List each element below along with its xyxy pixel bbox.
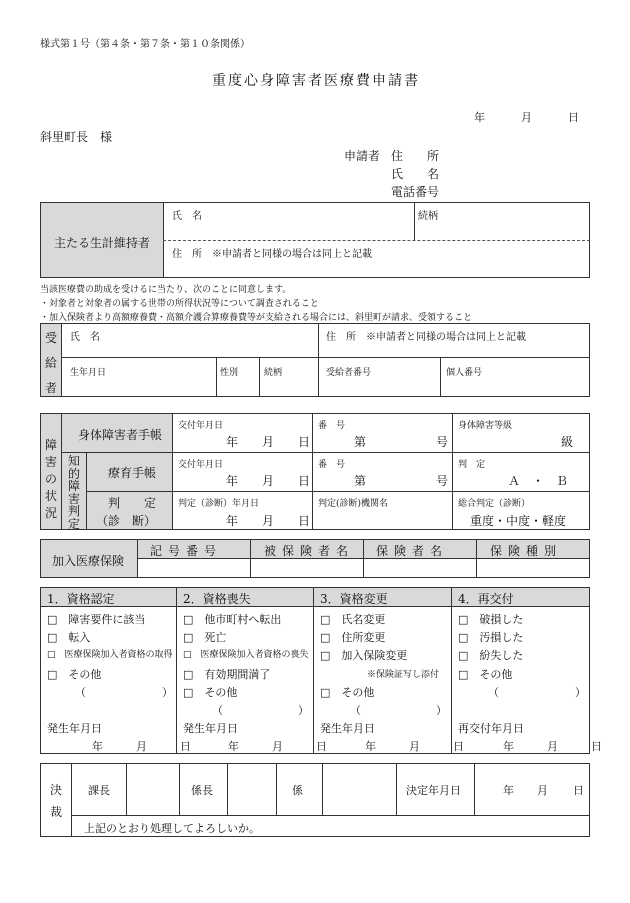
decision-date-label: 決定年月日 xyxy=(406,784,461,797)
ryoiku-book-label: 療育手帳 xyxy=(108,466,157,480)
recipient-relation-label: 続柄 xyxy=(264,368,283,378)
paren-l-c3: （ xyxy=(350,704,361,717)
paren-l-c2: （ xyxy=(212,704,223,717)
date-label-c2: 発生年月日 xyxy=(183,722,238,735)
section1-title: 1．資格認定 xyxy=(47,592,115,606)
kacho-label: 課長 xyxy=(88,784,110,797)
applicant-address: 住 所 xyxy=(391,149,440,163)
consent-item-1: ・対象者と対象者の属する世帯の所得状況等について調査されること xyxy=(40,299,319,309)
checkbox-c2-3[interactable]: □ 医療保険加入者資格の喪失 xyxy=(183,650,309,660)
checkbox-c3-3[interactable]: □ 加入保険変更 xyxy=(320,649,408,662)
checkbox-c2-2[interactable]: □ 死亡 xyxy=(183,631,227,644)
paren-r-c4: ） xyxy=(575,686,586,699)
section4-title: 4．再交付 xyxy=(458,592,514,606)
paren-r-c2: ） xyxy=(298,704,309,717)
dai-2: 第 xyxy=(354,474,367,488)
applicant-phone: 電話番号 xyxy=(391,185,440,199)
number-label-2: 番 号 xyxy=(318,460,346,470)
supporter-address-label: 住 所 ※申請者と同様の場合は同上と記載 xyxy=(172,249,372,260)
approval-vertical: 決 裁 xyxy=(49,783,62,819)
insurance-col-insurer: 保険者名 xyxy=(376,544,449,558)
consent-intro: 当該医療費の助成を受けるに当たり、次のことに同意します。 xyxy=(40,285,292,295)
date-label-c3: 発生年月日 xyxy=(320,722,375,735)
kakaricho-label: 係長 xyxy=(191,784,213,797)
physical-grade-label: 身体障害等級 xyxy=(458,421,513,431)
date-day: 日 xyxy=(568,111,579,124)
judge-date: 年 月 日 xyxy=(226,514,311,528)
checkbox-c3-2[interactable]: □ 住所変更 xyxy=(320,631,386,644)
page-title: 重度心身障害者医療費申請書 xyxy=(212,73,420,89)
checkbox-c1-1[interactable]: □ 障害要件に該当 xyxy=(47,613,146,626)
recipient-vertical: 受 給 者 xyxy=(44,331,57,395)
recipient-number-label: 受給者番号 xyxy=(326,368,372,378)
judge-label: 判 定 xyxy=(108,496,157,510)
checkbox-c1-4[interactable]: □ その他 xyxy=(47,668,102,681)
number-label-1: 番 号 xyxy=(318,421,346,431)
paren-l-c4: （ xyxy=(488,686,499,699)
recipient-sex-label: 性別 xyxy=(220,368,239,378)
checkbox-c4-1[interactable]: □ 破損した xyxy=(458,613,524,626)
checkbox-c4-3[interactable]: □ 紛失した xyxy=(458,649,524,662)
date-label-c4: 再交付年月日 xyxy=(458,722,524,735)
go-2: 号 xyxy=(436,474,449,488)
checkbox-c1-3[interactable]: □ 医療保険加入者資格の取得 xyxy=(47,650,173,660)
paren-r-c3: ） xyxy=(436,704,447,717)
decision-year: 年 xyxy=(503,784,514,797)
recipient-name-label: 氏 名 xyxy=(70,332,100,343)
checkbox-c1-2[interactable]: □ 転入 xyxy=(47,631,91,644)
checkbox-c3-4[interactable]: □ その他 xyxy=(320,686,375,699)
section3-title: 3．資格変更 xyxy=(320,592,388,606)
applicant-label: 申請者 xyxy=(344,149,381,163)
ab-options: Ａ ・ Ｂ xyxy=(508,474,569,488)
form-number: 様式第１号（第４条・第７条・第１０条関係） xyxy=(40,39,250,50)
checkbox-c2-4[interactable]: □ 有効期間満了 xyxy=(183,668,271,681)
judge-org-label: 判定(診断)機関名 xyxy=(318,499,389,509)
addressee: 斜里町長 様 xyxy=(40,130,113,144)
hantei-label: 判 定 xyxy=(458,460,486,470)
section2-title: 2．資格喪失 xyxy=(183,592,251,606)
overall-judge-label: 総合判定（診断） xyxy=(458,499,531,509)
checkbox-c3-1[interactable]: □ 氏名変更 xyxy=(320,613,386,626)
date-label-c1: 発生年月日 xyxy=(47,722,102,735)
issue-date-1: 年 月 日 xyxy=(226,435,311,449)
ymd-c2: 年 月 日 xyxy=(228,740,327,753)
supporter-relation-label: 続柄 xyxy=(418,211,438,222)
recipient-address-label: 住 所 ※申請者と同様の場合は同上と記載 xyxy=(326,332,526,343)
note-c3: ※保険証写し添付 xyxy=(367,670,440,680)
diagnosis-label: （診 断） xyxy=(96,514,157,528)
supporter-header: 主たる生計維持者 xyxy=(54,236,151,250)
applicant-name: 氏 名 xyxy=(391,167,440,181)
dai-1: 第 xyxy=(354,435,367,449)
go-1: 号 xyxy=(436,435,449,449)
judge-date-label: 判定（診断）年月日 xyxy=(178,499,260,509)
checkbox-c4-4[interactable]: □ その他 xyxy=(458,668,513,681)
insurance-col-symbol: 記号番号 xyxy=(150,544,223,558)
insurance-label: 加入医療保険 xyxy=(52,554,125,568)
physical-book-label: 身体障害者手帳 xyxy=(78,428,163,442)
date-year: 年 xyxy=(474,111,485,124)
supporter-name-label: 氏 名 xyxy=(172,211,202,222)
kyu-label: 級 xyxy=(561,435,574,449)
insurance-col-type: 保険種別 xyxy=(490,544,563,558)
consent-item-2: ・加入保険者より高額療養費・高額介護合算療養費等が支給される場合には、斜里町が請求、受領すること xyxy=(40,313,473,323)
kakari-label: 係 xyxy=(292,784,303,797)
issue-date-label-1: 交付年月日 xyxy=(178,421,224,431)
checkbox-c2-1[interactable]: □ 他市町村へ転出 xyxy=(183,613,282,626)
insurance-col-insured: 被保険者名 xyxy=(264,544,355,558)
ymd-c3: 年 月 日 xyxy=(365,740,464,753)
paren-l-c1: （ xyxy=(75,686,86,699)
recipient-birth-label: 生年月日 xyxy=(70,368,107,378)
disability-vertical: 障 害 の 状 況 xyxy=(44,438,57,520)
checkbox-c2-5[interactable]: □ その他 xyxy=(183,686,238,699)
date-month: 月 xyxy=(521,111,532,124)
personal-number-label: 個人番号 xyxy=(446,368,483,378)
overall-judge-values: 重度・中度・軽度 xyxy=(470,514,567,528)
issue-date-label-2: 交付年月日 xyxy=(178,460,224,470)
chiteki-vertical: 知 的 障 害 判 定 xyxy=(67,454,80,531)
issue-date-2: 年 月 日 xyxy=(226,474,311,488)
checkbox-c4-2[interactable]: □ 汚損した xyxy=(458,631,524,644)
approval-note: 上記のとおり処理してよろしいか。 xyxy=(84,822,260,835)
decision-month: 月 xyxy=(537,784,548,797)
ymd-c1: 年 月 日 xyxy=(92,740,191,753)
decision-day: 日 xyxy=(573,784,584,797)
ymd-c4: 年 月 日 xyxy=(503,740,602,753)
paren-r-c1: ） xyxy=(162,686,173,699)
